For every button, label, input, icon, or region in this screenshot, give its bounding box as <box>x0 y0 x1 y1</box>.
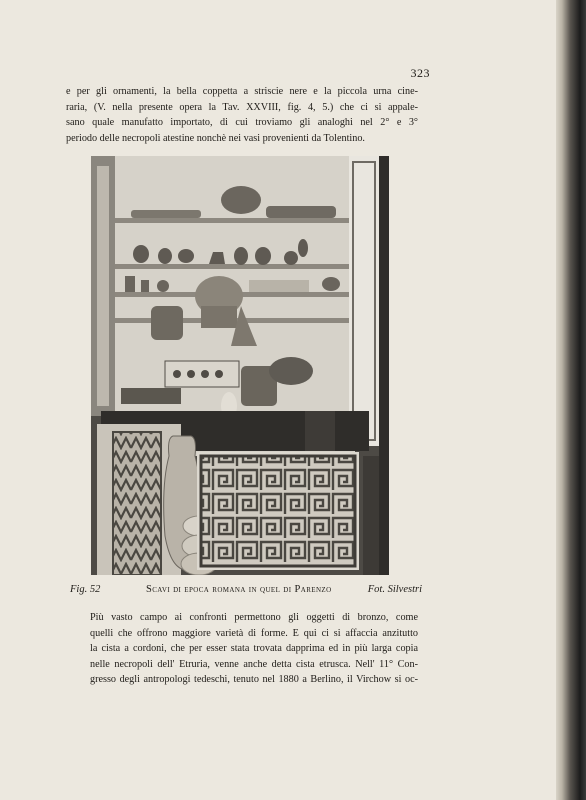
text-line: quelli che offrono maggiore varietà di forme. E qui ci si affaccia anzitutto <box>90 627 418 639</box>
text-line: e per gli ornamenti, la bella coppetta a striscie nere e la piccola urna cine- <box>66 86 418 97</box>
text-line: sano quale manufatto importato, di cui troviamo gli analoghi nel 2° e 3° <box>66 117 418 129</box>
bottom-paragraph <box>66 610 418 688</box>
text-line: la cista a cordoni, che per esser stata trovata dapprima ed in più larga copia <box>90 643 418 655</box>
figure-title: Scavi di epoca romana in quel di Parenzo <box>146 584 332 595</box>
figure-caption <box>70 584 422 600</box>
photo-credit: Fot. Silvestri <box>367 584 422 595</box>
text-line: Più vasto campo ai confronti permettono gli oggetti di bronzo, come <box>90 612 418 623</box>
figure-label: Fig. 52 <box>70 584 101 595</box>
text-line: periodo delle necropoli atestine nonchè nei vasi provenienti da Tolentino. <box>66 132 365 144</box>
top-paragraph <box>66 84 418 146</box>
museum-display-photo <box>91 156 389 575</box>
text-line: nelle necropoli dell' Etruria, venne anche detta cista etrusca. Nell' 11° Con- <box>90 658 418 670</box>
text-line: raria, (V. nella presente opera la Tav. XXVIII, fig. 4, 5.) che ci si appale- <box>66 101 418 113</box>
book-gutter <box>556 0 586 800</box>
text-line: gresso degli antropologi tedeschi, tenuto nel 1880 a Berlino, il Virchow si oc- <box>90 674 418 686</box>
page-number: 323 <box>410 66 430 80</box>
